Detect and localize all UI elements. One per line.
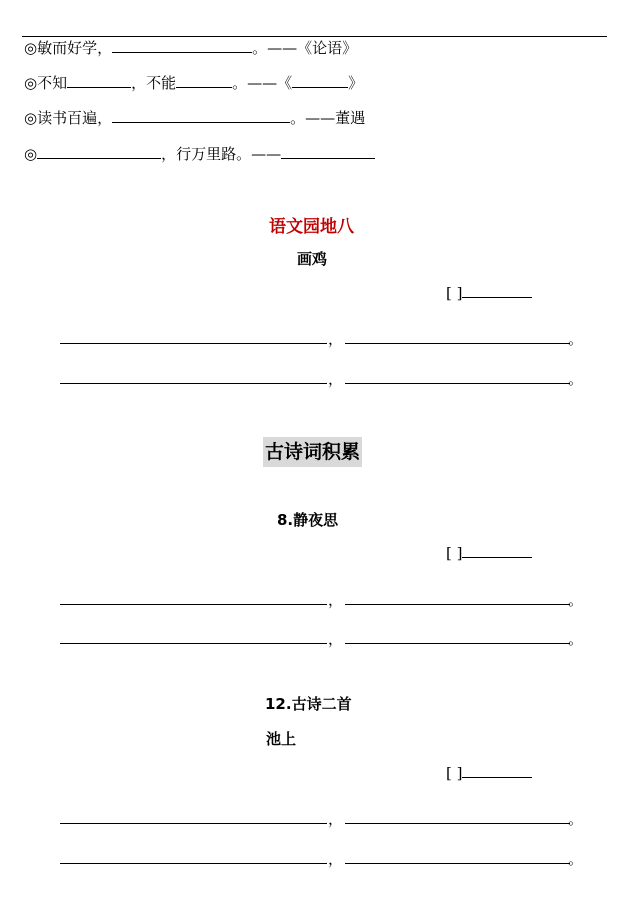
author-slot bbox=[446, 763, 532, 782]
poem-title: 画鸡 bbox=[297, 250, 328, 268]
answer-blank[interactable] bbox=[176, 73, 232, 88]
quote-text: ◎读书百遍， bbox=[24, 109, 113, 127]
quote-text: ◎敏而好学， bbox=[24, 39, 113, 57]
answer-blank[interactable] bbox=[67, 73, 131, 88]
comma: ， bbox=[328, 370, 344, 388]
poem-line-blank[interactable] bbox=[60, 643, 327, 644]
poem-title: 池上 bbox=[266, 730, 297, 748]
quote-text: ◎ bbox=[24, 145, 38, 163]
quote-line-3 bbox=[24, 108, 365, 128]
quote-text: 。——《论语》 bbox=[252, 39, 358, 57]
quote-text: ，行万里路。—— bbox=[161, 145, 282, 163]
top-rule bbox=[22, 36, 607, 37]
poem-line-blank[interactable] bbox=[345, 823, 570, 824]
author-blank[interactable] bbox=[462, 283, 532, 298]
poem-line-blank[interactable] bbox=[60, 604, 327, 605]
author-bracket: [ ] bbox=[446, 544, 463, 562]
poem-line-blank[interactable] bbox=[345, 643, 570, 644]
comma: ， bbox=[328, 591, 344, 609]
comma: ， bbox=[328, 630, 344, 648]
quote-line-1 bbox=[24, 38, 357, 58]
period: 。 bbox=[568, 810, 584, 828]
lesson-title: 12.古诗二首 bbox=[265, 695, 352, 713]
period: 。 bbox=[568, 630, 584, 648]
author-slot bbox=[446, 543, 532, 562]
author-bracket: [ ] bbox=[446, 284, 463, 302]
author-blank[interactable] bbox=[462, 543, 532, 558]
section-heading: 语文园地八 bbox=[269, 217, 354, 237]
author-bracket: [ ] bbox=[446, 764, 463, 782]
comma: ， bbox=[328, 850, 344, 868]
period: 。 bbox=[568, 591, 584, 609]
poem-line-blank[interactable] bbox=[60, 383, 327, 384]
poem-line-blank[interactable] bbox=[60, 823, 327, 824]
answer-blank[interactable] bbox=[37, 144, 161, 159]
author-blank[interactable] bbox=[462, 763, 532, 778]
answer-blank[interactable] bbox=[292, 73, 348, 88]
poem-line-blank[interactable] bbox=[60, 863, 327, 864]
quote-text: 。——董遇 bbox=[290, 109, 366, 127]
section-heading: 古诗词积累 bbox=[263, 437, 362, 467]
period: 。 bbox=[568, 330, 584, 348]
poem-title: 8.静夜思 bbox=[277, 511, 339, 529]
author-slot bbox=[446, 283, 532, 302]
quote-text: 。——《 bbox=[232, 74, 293, 92]
comma: ， bbox=[328, 810, 344, 828]
poem-line-blank[interactable] bbox=[60, 343, 327, 344]
quote-text: 》 bbox=[348, 74, 364, 92]
comma: ， bbox=[328, 330, 344, 348]
quote-line-4 bbox=[24, 144, 375, 164]
period: 。 bbox=[568, 370, 584, 388]
answer-blank[interactable] bbox=[112, 108, 290, 123]
answer-blank[interactable] bbox=[281, 144, 375, 159]
quote-text: ，不能 bbox=[131, 74, 177, 92]
quote-text: ◎不知 bbox=[24, 74, 68, 92]
poem-line-blank[interactable] bbox=[345, 383, 570, 384]
poem-line-blank[interactable] bbox=[345, 604, 570, 605]
period: 。 bbox=[568, 850, 584, 868]
poem-line-blank[interactable] bbox=[345, 863, 570, 864]
answer-blank[interactable] bbox=[112, 38, 252, 53]
poem-line-blank[interactable] bbox=[345, 343, 570, 344]
quote-line-2 bbox=[24, 73, 363, 93]
